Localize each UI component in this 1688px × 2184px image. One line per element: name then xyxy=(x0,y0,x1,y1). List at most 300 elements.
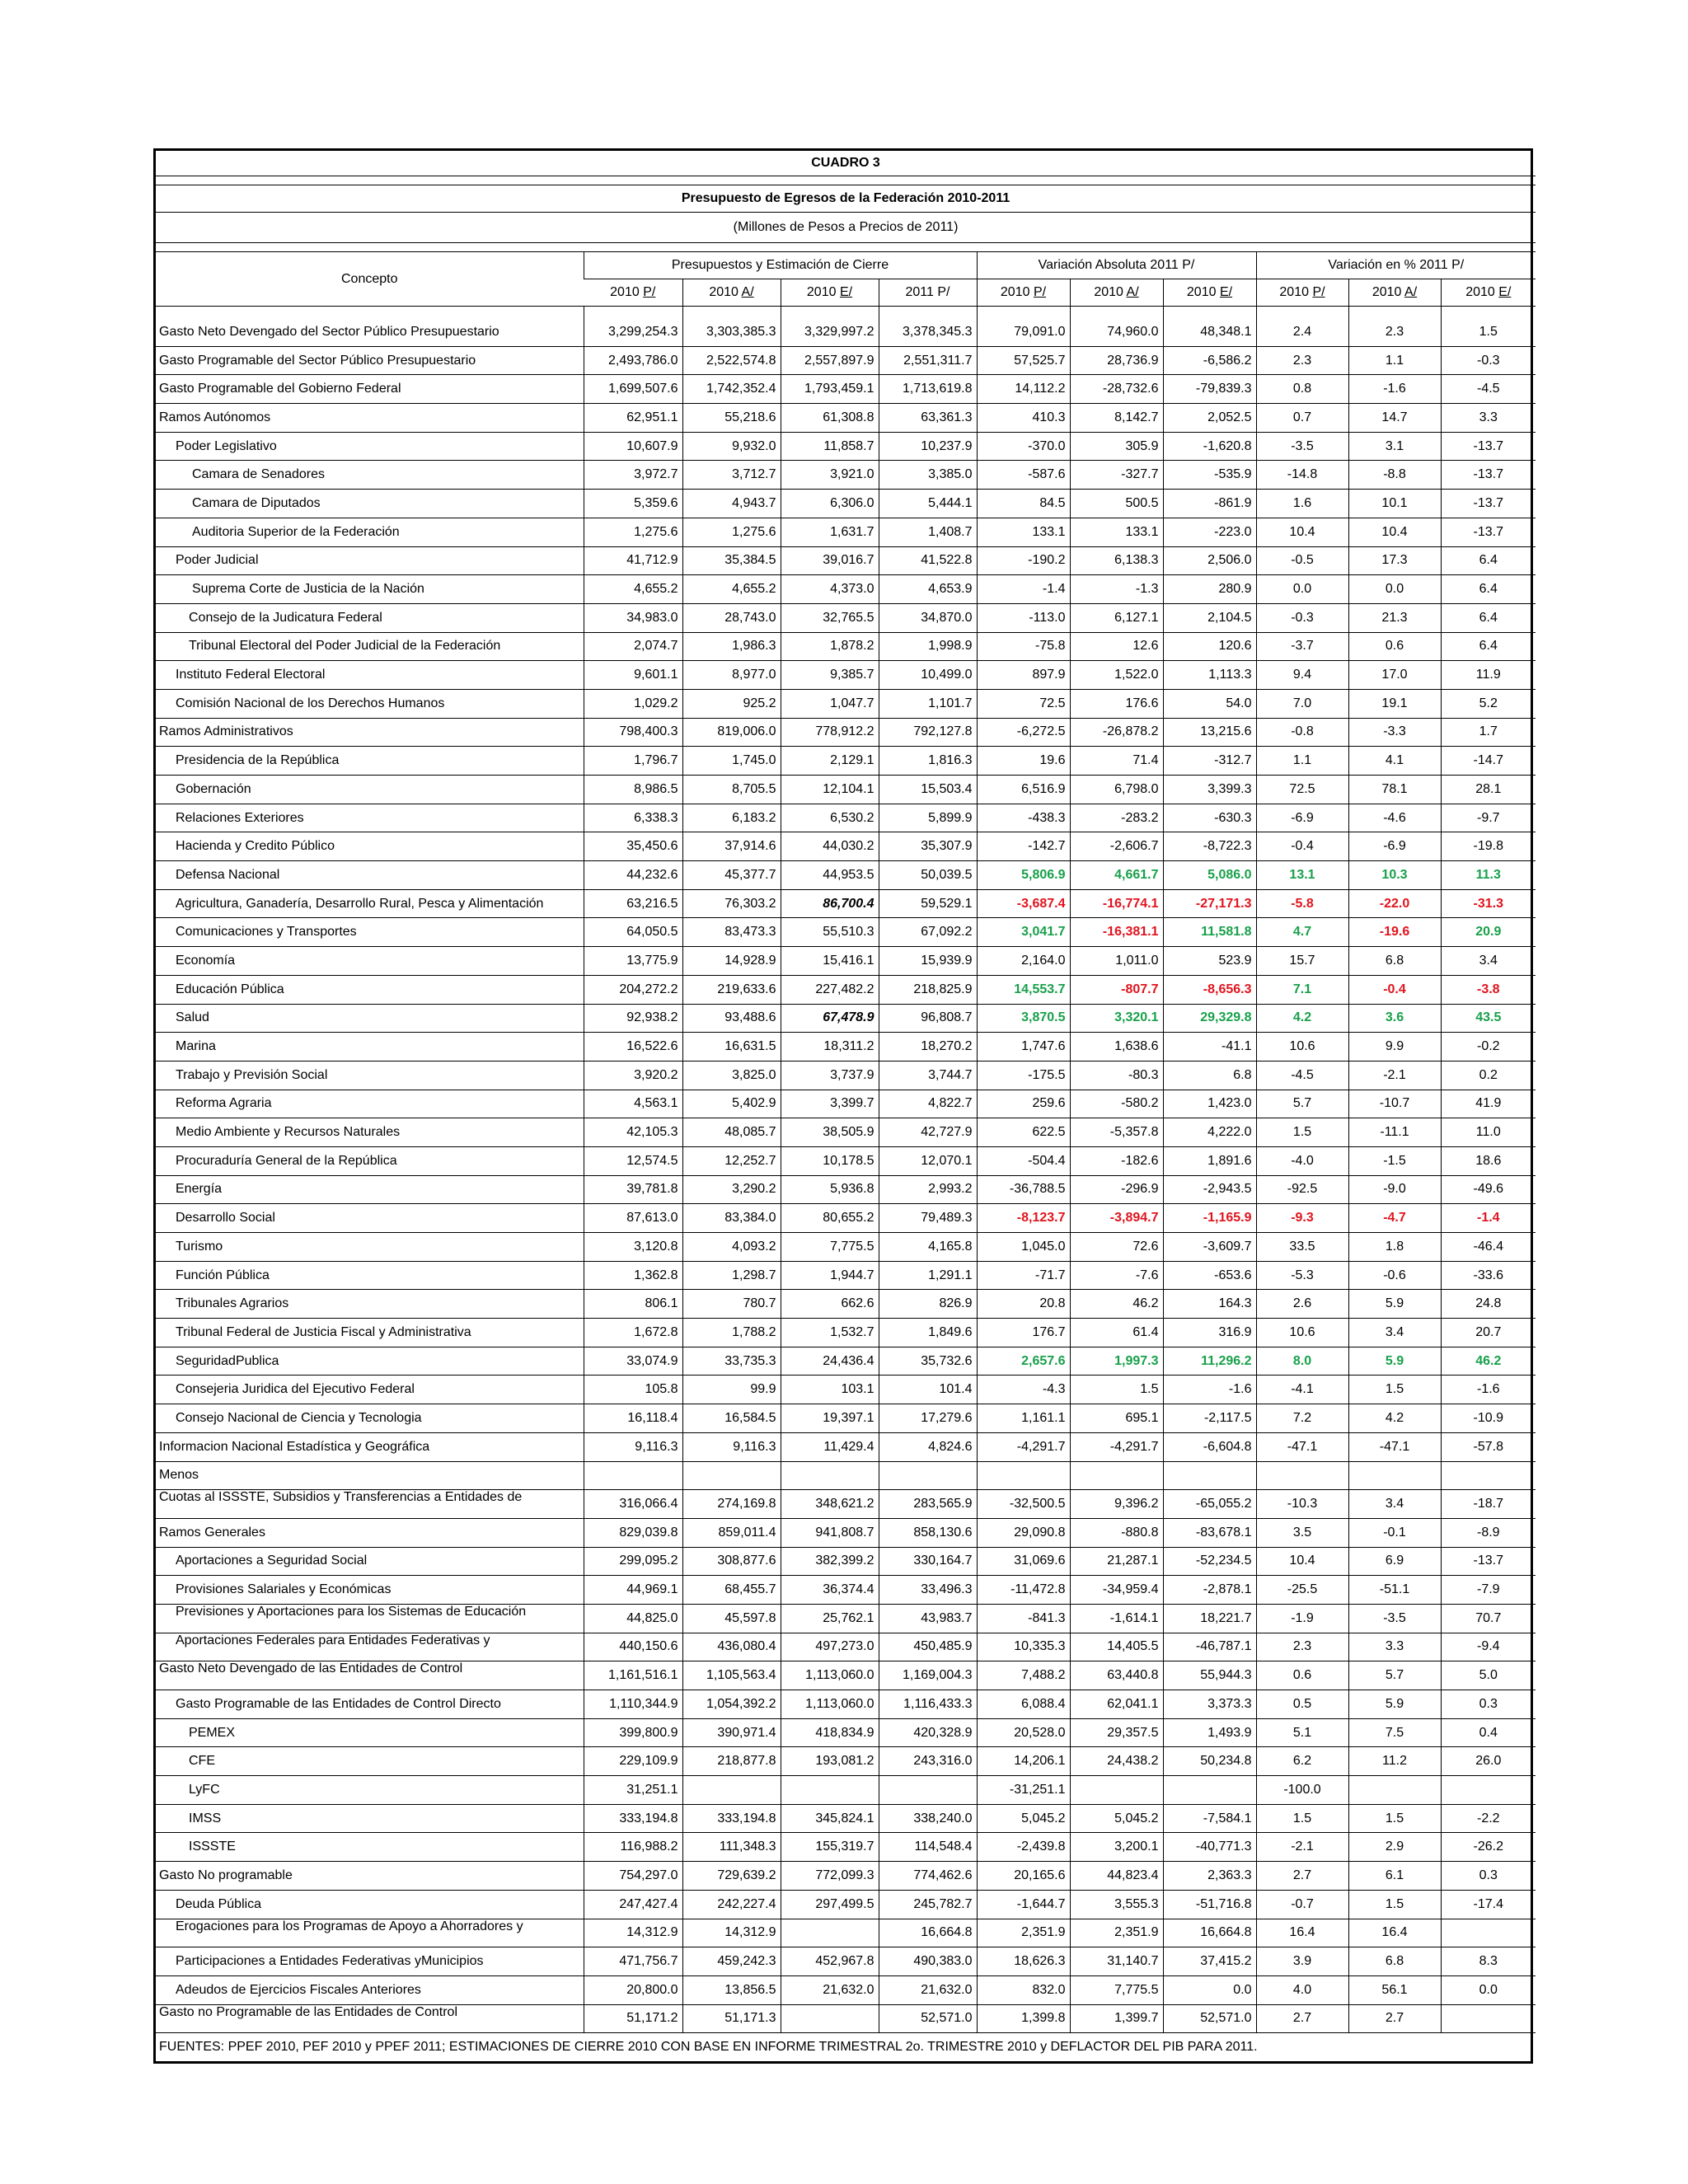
row-concept: Agricultura, Ganadería, Desarrollo Rural, Pesca y Alimentación xyxy=(156,889,584,918)
table-cell: -6.9 xyxy=(1348,832,1441,861)
table-cell: -8.9 xyxy=(1441,1518,1536,1547)
sources-footnote: FUENTES: PPEF 2010, PEF 2010 y PPEF 2011; ESTIMACIONES DE CIERRE 2010 CON BASE EN INFORME TRIMESTRAL 2o. TRIMESTRE 2010 y DEFLACTOR DEL PIB PARA 2011. xyxy=(156,2033,1536,2062)
table-cell: 7,775.5 xyxy=(1070,1975,1163,2004)
table-cell: 12,252.7 xyxy=(682,1146,781,1175)
table-cell: 17.0 xyxy=(1348,661,1441,690)
table-cell: 164.3 xyxy=(1163,1290,1256,1319)
table-cell: 116,988.2 xyxy=(584,1833,682,1862)
table-cell: 2,351.9 xyxy=(1070,1919,1163,1947)
table-cell: -4,291.7 xyxy=(1070,1432,1163,1461)
table-cell: 5.7 xyxy=(1348,1661,1441,1690)
table-cell: 1.8 xyxy=(1348,1233,1441,1262)
table-cell: -142.7 xyxy=(977,832,1070,861)
table-cell xyxy=(1163,1776,1256,1805)
table-cell xyxy=(584,1461,682,1490)
table-cell: 29,329.8 xyxy=(1163,1004,1256,1033)
column-header-suffix: P/ xyxy=(1033,285,1047,299)
table-cell: 1,101.7 xyxy=(879,689,977,718)
table-cell: 41,522.8 xyxy=(879,546,977,575)
table-cell: 61.4 xyxy=(1070,1319,1163,1347)
table-cell: 1.6 xyxy=(1256,490,1348,518)
column-header-year: 2010 xyxy=(1094,285,1123,299)
table-cell: 1,493.9 xyxy=(1163,1718,1256,1747)
table-cell: 32,765.5 xyxy=(781,603,879,632)
table-cell: 92,938.2 xyxy=(584,1004,682,1033)
table-cell: 11,429.4 xyxy=(781,1432,879,1461)
column-header-suffix: A/ xyxy=(1404,285,1418,299)
table-cell: -312.7 xyxy=(1163,747,1256,776)
table-cell: 399,800.9 xyxy=(584,1718,682,1747)
table-cell: 6.1 xyxy=(1348,1862,1441,1891)
table-cell: 10.1 xyxy=(1348,490,1441,518)
table-cell: 8,705.5 xyxy=(682,776,781,804)
table-cell: 18,221.7 xyxy=(1163,1604,1256,1633)
table-cell: 1,105,563.4 xyxy=(682,1661,781,1690)
table-cell: 7.2 xyxy=(1256,1404,1348,1433)
table-cell: 1.5 xyxy=(1256,1118,1348,1147)
row-concept: LyFC xyxy=(156,1776,584,1805)
table-cell: 10.6 xyxy=(1256,1033,1348,1062)
table-cell: 6,306.0 xyxy=(781,490,879,518)
table-cell: -19.8 xyxy=(1441,832,1536,861)
table-cell: 9.9 xyxy=(1348,1033,1441,1062)
table-cell: 20,528.0 xyxy=(977,1718,1070,1747)
column-header-suffix: A/ xyxy=(1126,285,1139,299)
table-cell: 229,109.9 xyxy=(584,1747,682,1776)
row-concept: Tribunal Electoral del Poder Judicial de la Federación xyxy=(156,632,584,661)
table-cell: 3,120.8 xyxy=(584,1233,682,1262)
table-cell: 2,363.3 xyxy=(1163,1862,1256,1891)
column-header xyxy=(1348,279,1441,307)
table-cell: 52,571.0 xyxy=(879,2004,977,2033)
table-cell: 3.4 xyxy=(1348,1490,1441,1519)
table-cell: 5,045.2 xyxy=(1070,1804,1163,1833)
table-cell: 5.9 xyxy=(1348,1347,1441,1376)
table-cell: -7,584.1 xyxy=(1163,1804,1256,1833)
table-cell: -3.8 xyxy=(1441,975,1536,1004)
table-cell: 6,530.2 xyxy=(781,804,879,832)
column-header-year: 2010 xyxy=(610,285,640,299)
row-concept: Ramos Autónomos xyxy=(156,404,584,433)
table-cell: 12.6 xyxy=(1070,632,1163,661)
table-row xyxy=(156,1118,1536,1147)
table-cell: 6.8 xyxy=(1348,947,1441,976)
table-cell: 12,104.1 xyxy=(781,776,879,804)
table-cell: 1,408.7 xyxy=(879,518,977,546)
table-row xyxy=(156,1490,1536,1519)
table-cell: -1.6 xyxy=(1441,1376,1536,1404)
cuadro-label: CUADRO 3 xyxy=(156,151,1536,176)
table-cell: -52,234.5 xyxy=(1163,1547,1256,1576)
table-cell: 15,503.4 xyxy=(879,776,977,804)
table-cell: 1,699,507.6 xyxy=(584,375,682,404)
table-cell: 3.4 xyxy=(1441,947,1536,976)
table-cell: 14,553.7 xyxy=(977,975,1070,1004)
table-cell: 2,129.1 xyxy=(781,747,879,776)
table-cell: -2,943.5 xyxy=(1163,1175,1256,1204)
table-cell: -4.6 xyxy=(1348,804,1441,832)
table-cell: 500.5 xyxy=(1070,490,1163,518)
table-cell: 13,775.9 xyxy=(584,947,682,976)
table-cell: 63,440.8 xyxy=(1070,1661,1163,1690)
table-cell: -587.6 xyxy=(977,461,1070,490)
table-row xyxy=(156,1404,1536,1433)
table-cell: 5,402.9 xyxy=(682,1090,781,1118)
table-cell: 72.5 xyxy=(977,689,1070,718)
table-cell: 3.5 xyxy=(1256,1518,1348,1547)
table-row xyxy=(156,318,1536,346)
table-cell: 792,127.8 xyxy=(879,718,977,747)
table-cell: -0.6 xyxy=(1348,1261,1441,1290)
table-cell: -57.8 xyxy=(1441,1432,1536,1461)
table-cell: 247,427.4 xyxy=(584,1890,682,1919)
table-row xyxy=(156,432,1536,461)
column-header xyxy=(682,279,781,307)
row-concept: Comunicaciones y Transportes xyxy=(156,918,584,947)
table-cell: -6,604.8 xyxy=(1163,1432,1256,1461)
table-cell: 330,164.7 xyxy=(879,1547,977,1576)
table-cell: 48,085.7 xyxy=(682,1118,781,1147)
table-row xyxy=(156,889,1536,918)
table-cell: -41.1 xyxy=(1163,1033,1256,1062)
budget-table-sheet xyxy=(153,148,1533,2064)
table-row xyxy=(156,1776,1536,1805)
table-cell xyxy=(682,1776,781,1805)
table-cell: -80.3 xyxy=(1070,1061,1163,1090)
table-cell: 15.7 xyxy=(1256,947,1348,976)
table-cell xyxy=(1070,1461,1163,1490)
table-cell: 0.4 xyxy=(1441,1718,1536,1747)
table-cell: 5,086.0 xyxy=(1163,861,1256,890)
row-concept: Aportaciones a Seguridad Social xyxy=(156,1547,584,1576)
table-cell: 1,793,459.1 xyxy=(781,375,879,404)
table-cell: 772,099.3 xyxy=(781,1862,879,1891)
table-cell: 34,870.0 xyxy=(879,603,977,632)
table-cell: 2.3 xyxy=(1348,318,1441,346)
table-row xyxy=(156,1204,1536,1233)
table-cell: 1.5 xyxy=(1441,318,1536,346)
table-cell: 33,074.9 xyxy=(584,1347,682,1376)
table-cell: 798,400.3 xyxy=(584,718,682,747)
row-concept: Marina xyxy=(156,1033,584,1062)
table-cell: -51.1 xyxy=(1348,1576,1441,1605)
table-cell xyxy=(1163,1461,1256,1490)
table-cell: 59,529.1 xyxy=(879,889,977,918)
table-cell: -79,839.3 xyxy=(1163,375,1256,404)
table-cell: 176.6 xyxy=(1070,689,1163,718)
table-cell: 52,571.0 xyxy=(1163,2004,1256,2033)
table-row xyxy=(156,1432,1536,1461)
table-cell: 16,664.8 xyxy=(1163,1919,1256,1947)
table-cell: 4,653.9 xyxy=(879,575,977,604)
table-cell: -630.3 xyxy=(1163,804,1256,832)
table-cell: 6.8 xyxy=(1348,1947,1441,1976)
table-cell xyxy=(1256,1461,1348,1490)
table-cell: 1,399.8 xyxy=(977,2004,1070,2033)
table-cell: -2.1 xyxy=(1256,1833,1348,1862)
table-cell: 11.3 xyxy=(1441,861,1536,890)
table-cell: 55,510.3 xyxy=(781,918,879,947)
table-cell: 9,396.2 xyxy=(1070,1490,1163,1519)
table-cell: 695.1 xyxy=(1070,1404,1163,1433)
table-cell: 11,296.2 xyxy=(1163,1347,1256,1376)
table-cell: 622.5 xyxy=(977,1118,1070,1147)
column-header-year: 2010 xyxy=(709,285,738,299)
column-header-suffix: E/ xyxy=(1219,285,1233,299)
table-cell: -3,894.7 xyxy=(1070,1204,1163,1233)
column-header-year: 2010 xyxy=(1465,285,1495,299)
table-cell: 74,960.0 xyxy=(1070,318,1163,346)
table-cell: -11.1 xyxy=(1348,1118,1441,1147)
table-cell: 31,140.7 xyxy=(1070,1947,1163,1976)
table-cell: 2,557,897.9 xyxy=(781,346,879,375)
table-cell: 333,194.8 xyxy=(584,1804,682,1833)
table-cell: 29,090.8 xyxy=(977,1518,1070,1547)
table-cell: 2.4 xyxy=(1256,318,1348,346)
table-cell xyxy=(1348,1461,1441,1490)
table-cell: 18,270.2 xyxy=(879,1033,977,1062)
table-cell: 6.4 xyxy=(1441,575,1536,604)
table-cell: 8,977.0 xyxy=(682,661,781,690)
table-cell: 39,016.7 xyxy=(781,546,879,575)
table-cell xyxy=(1441,1776,1536,1805)
table-row xyxy=(156,490,1536,518)
table-cell: -13.7 xyxy=(1441,461,1536,490)
table-cell: -1.4 xyxy=(977,575,1070,604)
table-cell: 3,825.0 xyxy=(682,1061,781,1090)
table-cell: 25,762.1 xyxy=(781,1604,879,1633)
table-cell: 43,983.7 xyxy=(879,1604,977,1633)
table-cell: 333,194.8 xyxy=(682,1804,781,1833)
row-concept: Procuraduría General de la República xyxy=(156,1146,584,1175)
table-cell: 3,373.3 xyxy=(1163,1690,1256,1719)
table-row xyxy=(156,1033,1536,1062)
table-cell: -653.6 xyxy=(1163,1261,1256,1290)
table-cell: 18.6 xyxy=(1441,1146,1536,1175)
row-concept: Previsiones y Aportaciones para los Sistemas de Educación xyxy=(156,1604,584,1633)
table-cell: -26,878.2 xyxy=(1070,718,1163,747)
table-cell: 2,074.7 xyxy=(584,632,682,661)
table-cell: 4,943.7 xyxy=(682,490,781,518)
table-cell: 316.9 xyxy=(1163,1319,1256,1347)
table-cell: 283,565.9 xyxy=(879,1490,977,1519)
table-cell: -6.9 xyxy=(1256,804,1348,832)
table-cell: 28,736.9 xyxy=(1070,346,1163,375)
table-cell: -5,357.8 xyxy=(1070,1118,1163,1147)
table-cell: 204,272.2 xyxy=(584,975,682,1004)
table-cell: 20.8 xyxy=(977,1290,1070,1319)
table-cell: 2,052.5 xyxy=(1163,404,1256,433)
table-cell: -1,644.7 xyxy=(977,1890,1070,1919)
table-cell: 1,998.9 xyxy=(879,632,977,661)
table-row xyxy=(156,1862,1536,1891)
table-cell: 72.6 xyxy=(1070,1233,1163,1262)
row-concept: Auditoria Superior de la Federación xyxy=(156,518,584,546)
table-cell: 420,328.9 xyxy=(879,1718,977,1747)
table-row xyxy=(156,1061,1536,1090)
table-cell: 1,745.0 xyxy=(682,747,781,776)
table-cell: 1,747.6 xyxy=(977,1033,1070,1062)
table-cell: 3,329,997.2 xyxy=(781,318,879,346)
row-concept: Ramos Administrativos xyxy=(156,718,584,747)
table-cell: 35,384.5 xyxy=(682,546,781,575)
table-cell: 35,450.6 xyxy=(584,832,682,861)
table-cell: 1,986.3 xyxy=(682,632,781,661)
table-cell: 3.3 xyxy=(1348,1633,1441,1661)
table-cell: 93,488.6 xyxy=(682,1004,781,1033)
table-cell: -504.4 xyxy=(977,1146,1070,1175)
table-cell: 925.2 xyxy=(682,689,781,718)
table-cell: -2.1 xyxy=(1348,1061,1441,1090)
row-concept: Reforma Agraria xyxy=(156,1090,584,1118)
table-cell: -3.7 xyxy=(1256,632,1348,661)
table-cell: -16,381.1 xyxy=(1070,918,1163,947)
table-cell: 0.2 xyxy=(1441,1061,1536,1090)
table-cell: 10.4 xyxy=(1256,518,1348,546)
table-cell xyxy=(1348,1776,1441,1805)
table-cell: -46.4 xyxy=(1441,1233,1536,1262)
table-cell: -3.5 xyxy=(1348,1604,1441,1633)
table-cell: 10,178.5 xyxy=(781,1146,879,1175)
table-cell: -0.2 xyxy=(1441,1033,1536,1062)
table-cell: 3,972.7 xyxy=(584,461,682,490)
table-cell: -10.7 xyxy=(1348,1090,1441,1118)
row-concept: Consejo Nacional de Ciencia y Tecnologia xyxy=(156,1404,584,1433)
table-cell: 242,227.4 xyxy=(682,1890,781,1919)
table-cell: 21,632.0 xyxy=(781,1975,879,2004)
column-header xyxy=(977,279,1070,307)
table-cell: 2.7 xyxy=(1256,2004,1348,2033)
table-cell: -92.5 xyxy=(1256,1175,1348,1204)
table-cell: 0.6 xyxy=(1256,1661,1348,1690)
column-header xyxy=(879,279,977,307)
row-concept: CFE xyxy=(156,1747,584,1776)
table-cell: 6,183.2 xyxy=(682,804,781,832)
table-cell: 1,532.7 xyxy=(781,1319,879,1347)
table-cell: 4,824.6 xyxy=(879,1432,977,1461)
table-cell: 0.7 xyxy=(1256,404,1348,433)
table-cell: -2.2 xyxy=(1441,1804,1536,1833)
table-cell: -1.6 xyxy=(1163,1376,1256,1404)
table-cell xyxy=(1070,1776,1163,1805)
column-header-suffix: P/ xyxy=(643,285,656,299)
table-cell: 37,415.2 xyxy=(1163,1947,1256,1976)
table-row xyxy=(156,1347,1536,1376)
table-cell: -807.7 xyxy=(1070,975,1163,1004)
table-row xyxy=(156,718,1536,747)
table-cell: 2.9 xyxy=(1348,1833,1441,1862)
table-cell: -83,678.1 xyxy=(1163,1518,1256,1547)
table-cell: 20.7 xyxy=(1441,1319,1536,1347)
table-cell: -3,609.7 xyxy=(1163,1233,1256,1262)
table-cell: -0.4 xyxy=(1348,975,1441,1004)
table-cell: 4,093.2 xyxy=(682,1233,781,1262)
table-cell: 0.3 xyxy=(1441,1862,1536,1891)
table-cell: -28,732.6 xyxy=(1070,375,1163,404)
table-cell: -10.3 xyxy=(1256,1490,1348,1519)
table-cell: -3.5 xyxy=(1256,432,1348,461)
table-cell: -861.9 xyxy=(1163,490,1256,518)
row-concept: Erogaciones para los Programas de Apoyo a Ahorradores y xyxy=(156,1919,584,1947)
table-cell: 1,113,060.0 xyxy=(781,1690,879,1719)
table-cell: 20,800.0 xyxy=(584,1975,682,2004)
table-cell: 114,548.4 xyxy=(879,1833,977,1862)
table-cell: 4.2 xyxy=(1256,1004,1348,1033)
table-cell: -31.3 xyxy=(1441,889,1536,918)
table-cell: 9,385.7 xyxy=(781,661,879,690)
table-cell: 45,597.8 xyxy=(682,1604,781,1633)
table-row xyxy=(156,375,1536,404)
table-cell: 7.5 xyxy=(1348,1718,1441,1747)
column-header xyxy=(1163,279,1256,307)
table-cell: -13.7 xyxy=(1441,1547,1536,1576)
table-cell xyxy=(977,1461,1070,1490)
table-row xyxy=(156,861,1536,890)
table-cell: -19.6 xyxy=(1348,918,1441,947)
table-cell: 3,921.0 xyxy=(781,461,879,490)
column-header xyxy=(584,279,682,307)
table-cell: -75.8 xyxy=(977,632,1070,661)
table-cell: 14,312.9 xyxy=(584,1919,682,1947)
table-cell: 21.3 xyxy=(1348,603,1441,632)
table-row xyxy=(156,346,1536,375)
table-cell: 3.9 xyxy=(1256,1947,1348,1976)
table-cell: 4.2 xyxy=(1348,1404,1441,1433)
table-cell: -40,771.3 xyxy=(1163,1833,1256,1862)
table-cell: 10.3 xyxy=(1348,861,1441,890)
table-cell: 3,200.1 xyxy=(1070,1833,1163,1862)
table-cell: 16,118.4 xyxy=(584,1404,682,1433)
table-cell: 3,399.7 xyxy=(781,1090,879,1118)
table-cell: 5.9 xyxy=(1348,1690,1441,1719)
table-cell: 21,632.0 xyxy=(879,1975,977,2004)
table-cell: -4.7 xyxy=(1348,1204,1441,1233)
table-cell: 0.6 xyxy=(1348,632,1441,661)
column-header-year: 2010 xyxy=(1000,285,1030,299)
column-header-year: 2010 xyxy=(1279,285,1309,299)
table-cell: 497,273.0 xyxy=(781,1633,879,1661)
table-cell: 28,743.0 xyxy=(682,603,781,632)
table-cell: 26.0 xyxy=(1441,1747,1536,1776)
column-header-year: 2010 xyxy=(1372,285,1402,299)
table-cell: 17.3 xyxy=(1348,546,1441,575)
table-cell: 38,505.9 xyxy=(781,1118,879,1147)
table-cell: 68,455.7 xyxy=(682,1576,781,1605)
table-row xyxy=(156,1518,1536,1547)
table-cell: 46.2 xyxy=(1070,1290,1163,1319)
table-cell: 436,080.4 xyxy=(682,1633,781,1661)
table-cell: 4,822.7 xyxy=(879,1090,977,1118)
table-cell: 259.6 xyxy=(977,1090,1070,1118)
row-concept: Desarrollo Social xyxy=(156,1204,584,1233)
table-cell: -182.6 xyxy=(1070,1146,1163,1175)
table-cell: 3,378,345.3 xyxy=(879,318,977,346)
table-cell: -47.1 xyxy=(1348,1432,1441,1461)
row-concept: Tribunales Agrarios xyxy=(156,1290,584,1319)
table-cell: 1.5 xyxy=(1070,1376,1163,1404)
table-cell: -0.4 xyxy=(1256,832,1348,861)
table-cell: -0.1 xyxy=(1348,1518,1441,1547)
table-cell: 6,516.9 xyxy=(977,776,1070,804)
table-cell: 19.1 xyxy=(1348,689,1441,718)
table-cell: 774,462.6 xyxy=(879,1862,977,1891)
table-cell: -13.7 xyxy=(1441,518,1536,546)
table-cell: 754,297.0 xyxy=(584,1862,682,1891)
table-cell: -25.5 xyxy=(1256,1576,1348,1605)
table-cell: 305.9 xyxy=(1070,432,1163,461)
table-cell: 10,335.3 xyxy=(977,1633,1070,1661)
table-cell: 8.0 xyxy=(1256,1347,1348,1376)
